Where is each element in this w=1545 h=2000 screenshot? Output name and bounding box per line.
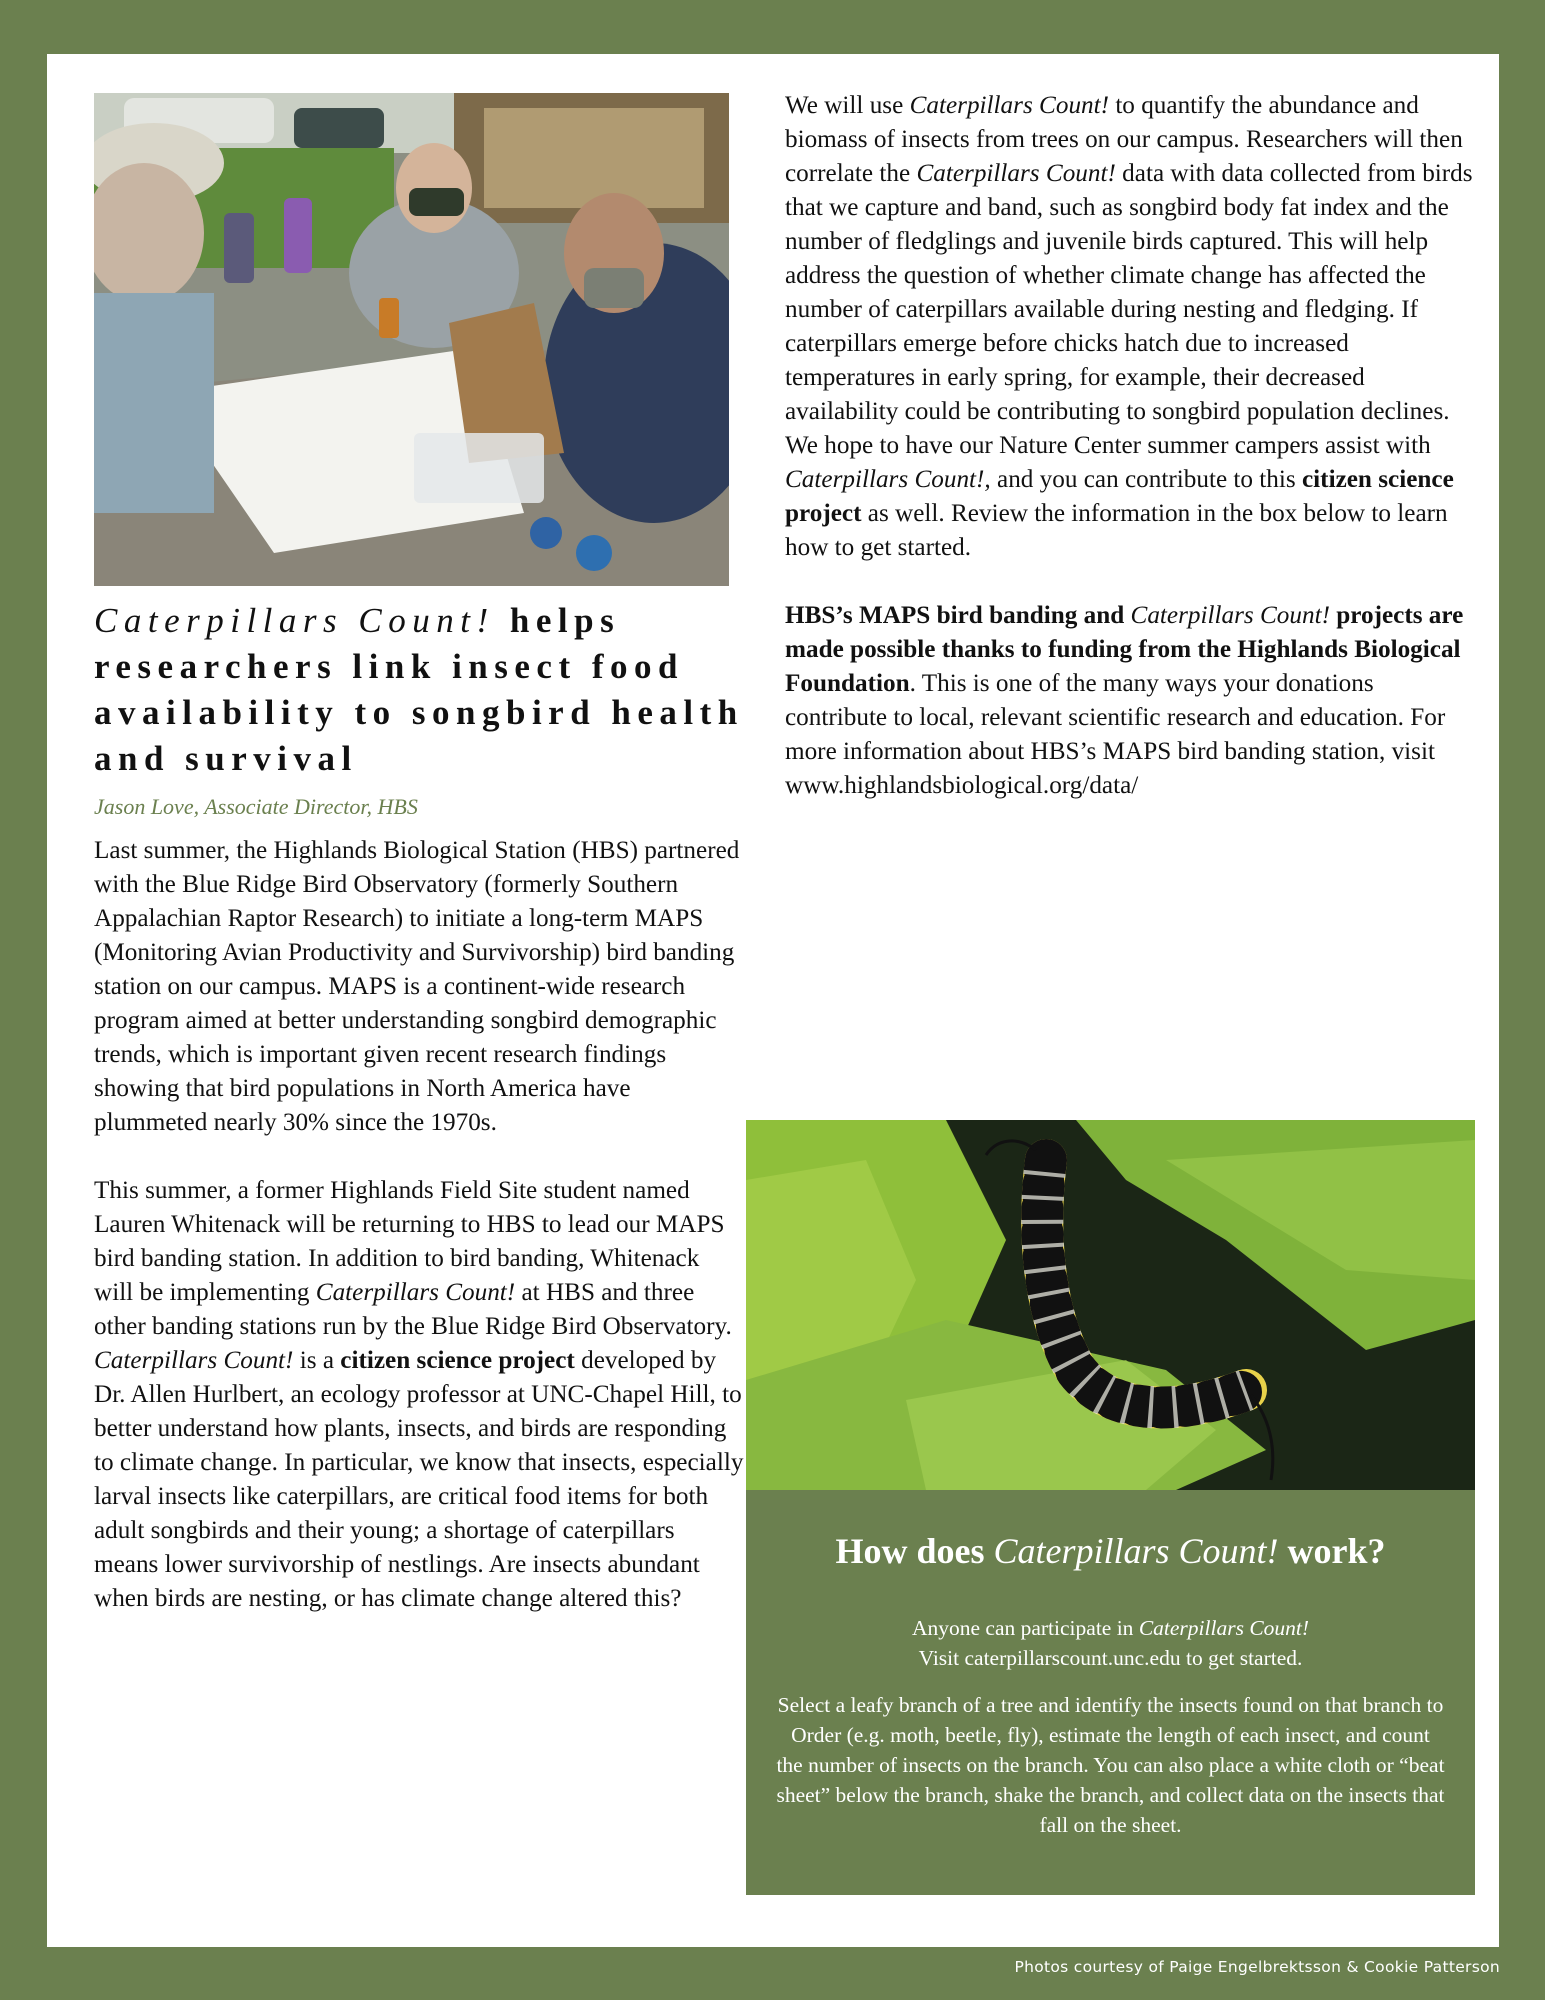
text-span: We will use bbox=[785, 92, 910, 119]
italic-term: Caterpillars Count! bbox=[916, 160, 1116, 187]
italic-term: Caterpillars Count! bbox=[909, 92, 1110, 119]
text-span: and you can contribute to this bbox=[990, 466, 1302, 493]
bold-term: citizen science project bbox=[785, 466, 1454, 527]
left-paragraph-1: Last summer, the Highlands Biological Station (HBS) partnered with the Blue Ridge Bird Observatory (formerly Southern Appalachian Raptor Research) to initiate a long-term MAPS (Monitoring Avian Productivity and Survivorship) bird banding station on our campus. MAPS is a continent-wide research program aimed at better understanding songbird demographic trends, which is important given recent research findings showing that bird populations in North America have plummeted nearly 30% since the 1970s. bbox=[94, 837, 740, 1136]
box-title bbox=[746, 1530, 1475, 1572]
text-span: How does bbox=[835, 1531, 994, 1571]
right-column bbox=[785, 89, 1475, 803]
italic-term: Caterpillars Count!, bbox=[785, 466, 991, 493]
photo-credit: Photos courtesy of Paige Engelbrektsson & Cookie Patterson bbox=[1014, 1958, 1500, 1976]
text-span: work? bbox=[1278, 1531, 1386, 1571]
how-it-works-box bbox=[746, 1490, 1475, 1895]
right-paragraph-1 bbox=[785, 89, 1475, 565]
left-column bbox=[94, 834, 744, 1616]
bold-term: HBS’s MAPS bird banding and bbox=[785, 602, 1131, 629]
right-paragraph-2 bbox=[785, 599, 1475, 803]
bold-term: projects are made possible thanks to funding from the Highlands Biological Foundation bbox=[785, 602, 1464, 697]
article-headline bbox=[94, 598, 754, 782]
left-paragraph-2 bbox=[94, 1174, 744, 1616]
caterpillar-photo bbox=[746, 1120, 1475, 1490]
newsletter-page bbox=[47, 54, 1499, 1947]
text-span: developed by Dr. Allen Hurlbert, an ecology professor at UNC-Chapel Hill, to better understand how plants, insects, and birds are responding to climate change. In particular, we know that insects, especially larval insects like caterpillars, are critical food items for both adult songbirds and their young; a shortage of caterpillars means lower survivorship of nestlings. Are insects abundant when birds are nesting, or has climate change altered this? bbox=[94, 1347, 744, 1612]
text-span: data with data collected from birds that we capture and band, such as songbird body fat index and the number of fledglings and juvenile birds captured. This will help address the question of whether climate change has affected the number of caterpillars available during nesting and fledging. If caterpillars emerge before chicks hatch due to increased temperatures in early spring, for example, their decreased availability could be contributing to songbird population declines. We hope to have our Nature Center summer campers assist with bbox=[785, 160, 1473, 459]
italic-term: Caterpillars Count! bbox=[993, 1531, 1279, 1571]
byline: Jason Love, Associate Director, HBS bbox=[94, 794, 418, 819]
researchers-photo bbox=[94, 93, 729, 586]
box-intro bbox=[776, 1613, 1445, 1673]
box-website-line: Visit caterpillarscount.unc.edu to get started. bbox=[918, 1646, 1303, 1670]
italic-term: Caterpillars Count! bbox=[1138, 1616, 1310, 1640]
italic-term: Caterpillars Count! bbox=[1130, 602, 1330, 629]
headline-italic: Caterpillars Count! bbox=[94, 601, 495, 640]
text-span: is a bbox=[293, 1347, 341, 1374]
text-span: at HBS and three other banding stations run by the Blue Ridge Bird Observatory. bbox=[94, 1279, 732, 1340]
text-span: as well. Review the information in the box below to learn how to get started. bbox=[785, 500, 1448, 561]
box-instructions: Select a leafy branch of a tree and identify the insects found on that branch to Order (e.g. moth, beetle, fly), estimate the length of each insect, and count the number of insects on the branch. You can also place a white cloth or “beat sheet” below the branch, shake the branch, and collect data on the insects that fall on the sheet. bbox=[776, 1693, 1445, 1837]
text-span: This summer, a former Highlands Field Site student named Lauren Whitenack will be returning to HBS to lead our MAPS bird banding station. In addition to bird banding, Whitenack will be implementing bbox=[94, 1177, 725, 1306]
bold-term: citizen science project bbox=[340, 1347, 575, 1374]
italic-term: Caterpillars Count! bbox=[94, 1347, 294, 1374]
headline-bold: helps researchers link insect food availability to songbird health and survival bbox=[94, 601, 744, 778]
text-span: Anyone can participate in bbox=[911, 1616, 1139, 1640]
italic-term: Caterpillars Count! bbox=[315, 1279, 516, 1306]
text-span: to quantify the abundance and biomass of insects from trees on our campus. Researchers will then correlate the bbox=[785, 92, 1463, 187]
text-span: . This is one of the many ways your donations contribute to local, relevant scientific research and education. For more information about HBS’s MAPS bird banding station, visit www.highlandsbiological.org/data/ bbox=[785, 670, 1446, 799]
